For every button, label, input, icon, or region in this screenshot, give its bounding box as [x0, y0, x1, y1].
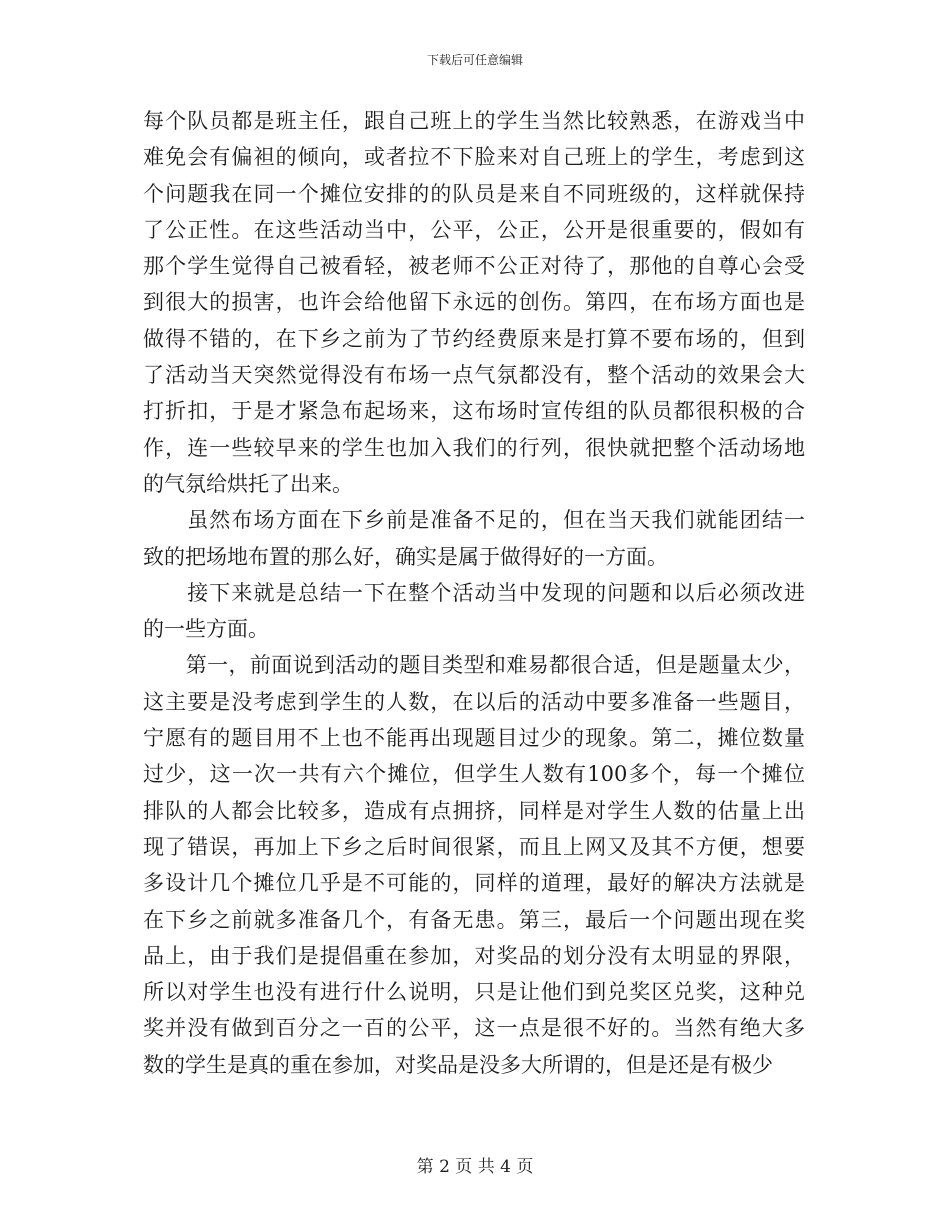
text-line: 数的学生是真的重在参加，对奖品是没多大所谓的，但是还是有极少 — [143, 1052, 773, 1077]
text-line: 做得不错的，在下乡之前为了节约经费原来是打算不要布场的，但到 — [143, 326, 805, 351]
text-line: 打折扣，于是才紧急布起场来，这布场时宣传组的队员都很积极的合 — [143, 399, 805, 424]
text-line: 到很大的损害，也许会给他留下永远的创伤。第四，在布场方面也是 — [143, 290, 805, 315]
paragraph — [143, 103, 805, 502]
text-line: 排队的人都会比较多，造成有点拥挤，同样是对学生人数的估量上出 — [143, 798, 805, 823]
text-line: 品上，由于我们是提倡重在参加，对奖品的划分没有太明显的界限， — [143, 943, 805, 968]
text-line: 每个队员都是班主任，跟自己班上的学生当然比较熟悉，在游戏当中 — [143, 109, 805, 133]
text-line: 这主要是没考虑到学生的人数，在以后的活动中要多准备一些题目， — [143, 689, 805, 714]
text-line: 致的把场地布置的那么好，确实是属于做得好的一方面。 — [143, 544, 668, 569]
text-line: 了公正性。在这些活动当中，公平，公正，公开是很重要的，假如有 — [143, 217, 805, 242]
text-line: 多设计几个摊位几乎是不可能的，同样的道理，最好的解决方法就是 — [143, 871, 805, 896]
text-line: 在下乡之前就多准备几个，有备无患。第三，最后一个问题出现在奖 — [143, 907, 805, 932]
text-line: 奖并没有做到百分之一百的公平，这一点是很不好的。当然有绝大多 — [143, 1016, 805, 1041]
text-line: 的一些方面。 — [143, 617, 269, 642]
text-line: 所以对学生也没有进行什么说明，只是让他们到兑奖区兑奖，这种兑 — [143, 980, 805, 1005]
document-body — [143, 103, 805, 1083]
text-line: 第一，前面说到活动的题目类型和难易都很合适，但是题量太少， — [143, 653, 805, 678]
text-line: 宁愿有的题目用不上也不能再出现题目过少的现象。第二，摊位数量 — [143, 726, 805, 751]
text-line: 作，连一些较早来的学生也加入我们的行列，很快就把整个活动场地 — [143, 435, 805, 460]
page-header: 下载后可任意编辑 — [426, 53, 523, 67]
page-footer: 第 2 页 共 4 页 — [416, 1157, 534, 1177]
paragraph — [143, 647, 805, 1083]
paragraph — [143, 575, 805, 648]
text-line: 虽然布场方面在下乡前是准备不足的，但在当天我们就能团结一 — [143, 508, 805, 533]
text-line: 的气氛给烘托了出来。 — [143, 471, 353, 496]
text-line: 个问题我在同一个摊位安排的的队员是来自不同班级的，这样就保持 — [143, 181, 805, 206]
paragraph — [143, 502, 805, 575]
text-line: 现了错误，再加上下乡之后时间很紧，而且上网又及其不方便，想要 — [143, 834, 805, 859]
text-line: 难免会有偏袒的倾向，或者拉不下脸来对自己班上的学生，考虑到这 — [143, 145, 805, 170]
text-line: 接下来就是总结一下在整个活动当中发现的问题和以后必须改进 — [143, 580, 805, 605]
text-line: 过少，这一次一共有六个摊位，但学生人数有100多个，每一个摊位 — [143, 762, 805, 787]
text-line: 那个学生觉得自己被看轻，被老师不公正对待了，那他的自尊心会受 — [143, 254, 805, 279]
text-line: 了活动当天突然觉得没有布场一点气氛都没有，整个活动的效果会大 — [143, 363, 805, 388]
